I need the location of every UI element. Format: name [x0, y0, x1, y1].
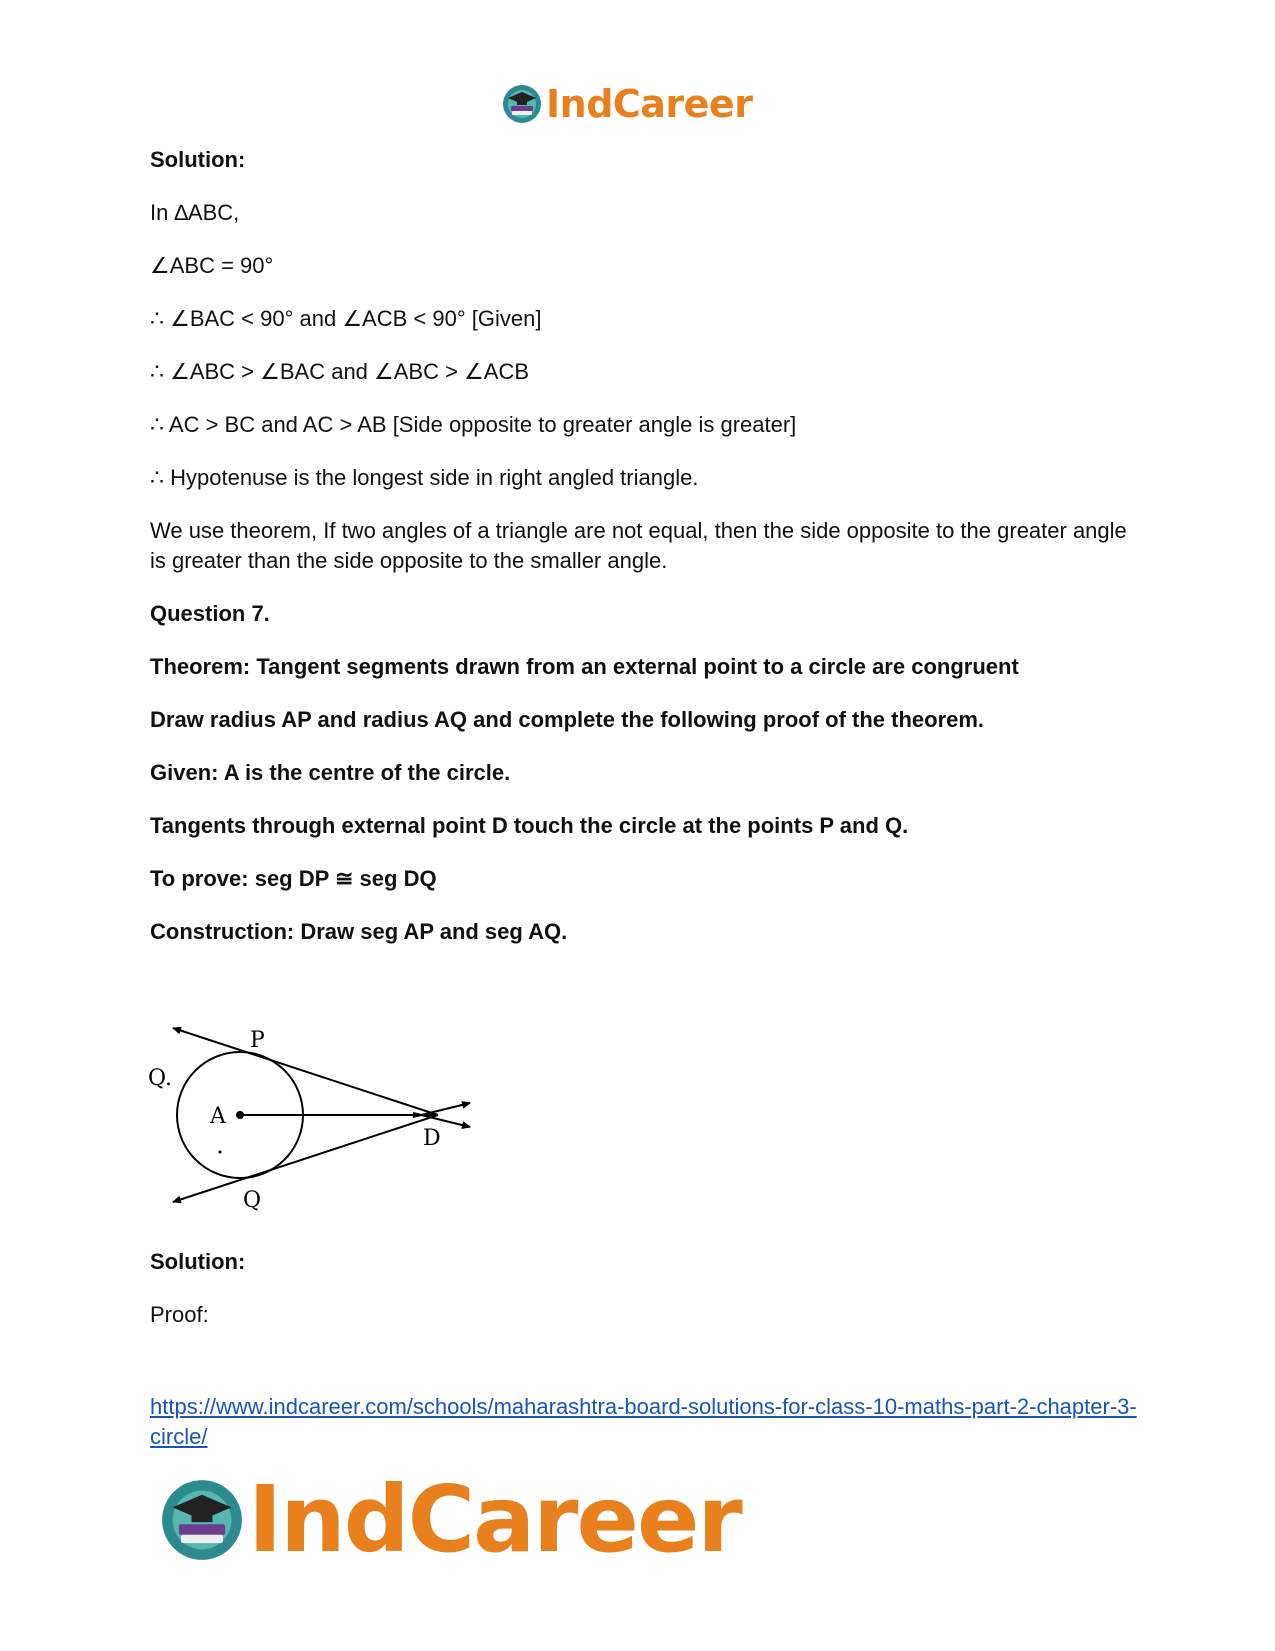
- solution-heading-2: Solution:: [150, 1249, 246, 1274]
- draw-radius-instruction: Draw radius AP and radius AQ and complete the following proof of the theorem.: [150, 707, 985, 732]
- graduation-cap-books-icon: [502, 84, 542, 124]
- line-angles-given: ∴ ∠BAC < 90° and ∠ACB < 90° [Given]: [150, 306, 542, 331]
- header-logo: [502, 82, 752, 126]
- source-link[interactable]: https://www.indcareer.com/schools/maharashtra-board-solutions-for-class-10-maths-part-2-chapter-3-circle/: [150, 1394, 1137, 1449]
- graduation-cap-books-icon: [160, 1478, 244, 1562]
- label-q-top: Q.: [148, 1066, 172, 1091]
- line-angle-abc: ∠ABC = 90°: [150, 253, 274, 278]
- label-a: A: [210, 1104, 226, 1129]
- label-d: D: [423, 1126, 441, 1151]
- construction-statement: Construction: Draw seg AP and seg AQ.: [150, 919, 568, 944]
- given-statement: Given: A is the centre of the circle.: [150, 760, 511, 785]
- line-hypotenuse: ∴ Hypotenuse is the longest side in right angled triangle.: [150, 465, 699, 490]
- brand-name: IndCareer: [546, 82, 753, 126]
- circle-mark: [219, 1151, 222, 1154]
- to-prove-statement: To prove: seg DP ≅ seg DQ: [150, 866, 437, 891]
- theorem-used-paragraph: We use theorem, If two angles of a triangle are not equal, then the side opposite to the greater angle is greater than the side opposite to the smaller angle.: [150, 518, 1127, 573]
- theorem-statement: Theorem: Tangent segments drawn from an external point to a circle are congruent: [150, 654, 1019, 679]
- solution-heading: Solution:: [150, 147, 246, 172]
- label-q-bottom: Q: [243, 1188, 262, 1213]
- tangent-circle-diagram: [148, 1015, 488, 1225]
- footer-logo: [160, 1466, 741, 1573]
- label-p: P: [250, 1028, 265, 1053]
- tangents-statement: Tangents through external point D touch the circle at the points P and Q.: [150, 813, 909, 838]
- proof-label: Proof:: [150, 1302, 209, 1327]
- brand-name: IndCareer: [248, 1466, 741, 1573]
- question-7-heading: Question 7.: [150, 601, 270, 626]
- line-in-triangle: In ∆ABC,: [150, 200, 240, 225]
- line-angles-compare: ∴ ∠ABC > ∠BAC and ∠ABC > ∠ACB: [150, 359, 530, 384]
- centre-point: [236, 1111, 244, 1119]
- tangent-line-top: [173, 1028, 438, 1115]
- line-sides-compare: ∴ AC > BC and AC > AB [Side opposite to greater angle is greater]: [150, 412, 797, 437]
